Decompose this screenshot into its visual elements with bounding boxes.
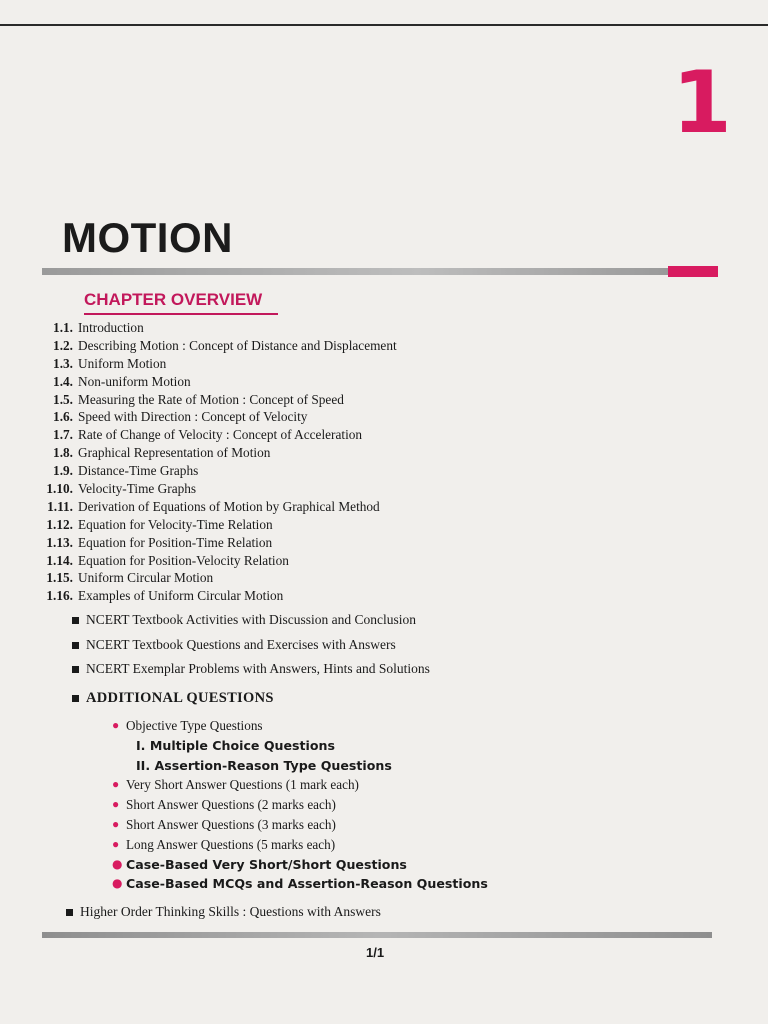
list-item [112,855,488,875]
section-item [0,355,397,373]
round-bullet-icon: ● [112,777,120,792]
section-item [0,337,397,355]
round-bullet-icon: ● [112,797,120,812]
bottom-divider [42,932,712,938]
page-number: 1/1 [366,945,385,960]
top-rule [0,24,768,26]
list-item [112,736,488,756]
section-item [0,552,397,570]
section-title: Distance-Time Graphs [78,463,199,479]
list-item-label: Very Short Answer Questions (1 mark each) [126,777,359,793]
section-title: Uniform Circular Motion [78,570,214,586]
section-title: Speed with Direction : Concept of Velocity [78,409,308,425]
ncert-item [72,660,430,685]
square-bullet-icon [66,909,73,916]
section-title: Graphical Representation of Motion [78,445,271,461]
list-item [112,775,488,795]
section-number: 1.14. [46,552,73,568]
ncert-item-label: NCERT Textbook Questions and Exercises with Answers [86,636,396,652]
list-item-label: Case-Based MCQs and Assertion-Reason Questions [126,876,488,892]
additional-questions-list [112,716,488,894]
ncert-item-label: NCERT Textbook Activities with Discussion and Conclusion [86,612,416,627]
section-item [0,462,397,480]
ncert-item [72,636,430,661]
section-item [0,319,397,337]
section-number: 1.5. [53,391,73,407]
square-bullet-icon [72,666,79,673]
list-item-label: I. Multiple Choice Questions [136,737,335,753]
section-title: Equation for Position-Velocity Relation [78,552,289,568]
section-title: Rate of Change of Velocity : Concept of Acceleration [78,427,363,443]
section-number: 1.1. [53,320,73,335]
section-number: 1.15. [46,570,73,586]
section-number: 1.6. [53,409,73,425]
chapter-overview-heading: CHAPTER OVERVIEW [84,290,263,309]
section-number: 1.12. [46,516,73,532]
section-item [0,444,397,462]
round-bullet-icon: ● [112,816,120,831]
section-number: 1.9. [53,463,73,479]
section-item [0,426,397,444]
additional-questions-label: ADDITIONAL QUESTIONS [86,690,274,706]
section-title: Introduction [78,320,144,335]
section-number: 1.16. [46,588,73,604]
round-bullet-icon: ● [112,876,123,891]
section-number: 1.13. [46,534,73,550]
section-title: Non-uniform Motion [78,373,191,389]
list-item-label: Case-Based Very Short/Short Questions [126,856,407,872]
section-number: 1.11. [47,498,73,514]
square-bullet-icon [72,617,79,624]
section-title: Examples of Uniform Circular Motion [78,588,284,604]
list-item [112,815,488,835]
section-title: Equation for Velocity-Time Relation [78,516,273,532]
hots-label: Higher Order Thinking Skills : Questions with Answers [80,904,381,919]
section-number: 1.7. [53,427,73,443]
chapter-number: 1 [672,53,732,153]
round-bullet-icon: ● [112,718,120,732]
list-item-label: Long Answer Questions (5 marks each) [126,836,336,852]
section-number: 1.8. [53,445,73,461]
section-item [0,391,397,409]
section-title: Derivation of Equations of Motion by Graphical Method [78,498,380,514]
additional-questions-heading [72,690,274,707]
list-item [112,835,488,855]
title-divider [42,268,668,275]
ncert-item-label: NCERT Exemplar Problems with Answers, Hints and Solutions [86,661,430,676]
list-item [112,756,488,776]
hots-item [66,904,381,920]
round-bullet-icon: ● [112,836,120,851]
section-item [0,373,397,391]
section-title: Equation for Position-Time Relation [78,534,273,550]
list-item-label: Short Answer Questions (3 marks each) [126,816,336,832]
title-divider-accent [668,266,718,277]
section-item [0,516,397,534]
section-list [0,319,397,605]
section-item [0,480,397,498]
section-number: 1.3. [53,355,73,371]
section-item [0,569,397,587]
list-item-label: II. Assertion-Reason Type Questions [136,757,392,773]
overview-underline [84,313,278,315]
chapter-title: MOTION [62,214,233,261]
section-item [0,587,397,605]
section-number: 1.4. [53,373,73,389]
ncert-list [72,611,430,685]
section-item [0,408,397,426]
section-number: 1.10. [46,481,73,497]
section-title: Velocity-Time Graphs [78,481,197,497]
section-title: Measuring the Rate of Motion : Concept of Speed [78,391,344,407]
list-item-label: Objective Type Questions [126,718,263,733]
section-item [0,498,397,516]
list-item [112,874,488,894]
section-title: Uniform Motion [78,355,167,371]
list-item [112,716,488,736]
square-bullet-icon [72,695,79,702]
square-bullet-icon [72,642,79,649]
round-bullet-icon: ● [112,856,123,871]
list-item-label: Short Answer Questions (2 marks each) [126,797,336,813]
section-item [0,534,397,552]
section-title: Describing Motion : Concept of Distance and Displacement [78,337,397,353]
list-item [112,795,488,815]
ncert-item [72,611,430,636]
section-number: 1.2. [53,337,73,353]
